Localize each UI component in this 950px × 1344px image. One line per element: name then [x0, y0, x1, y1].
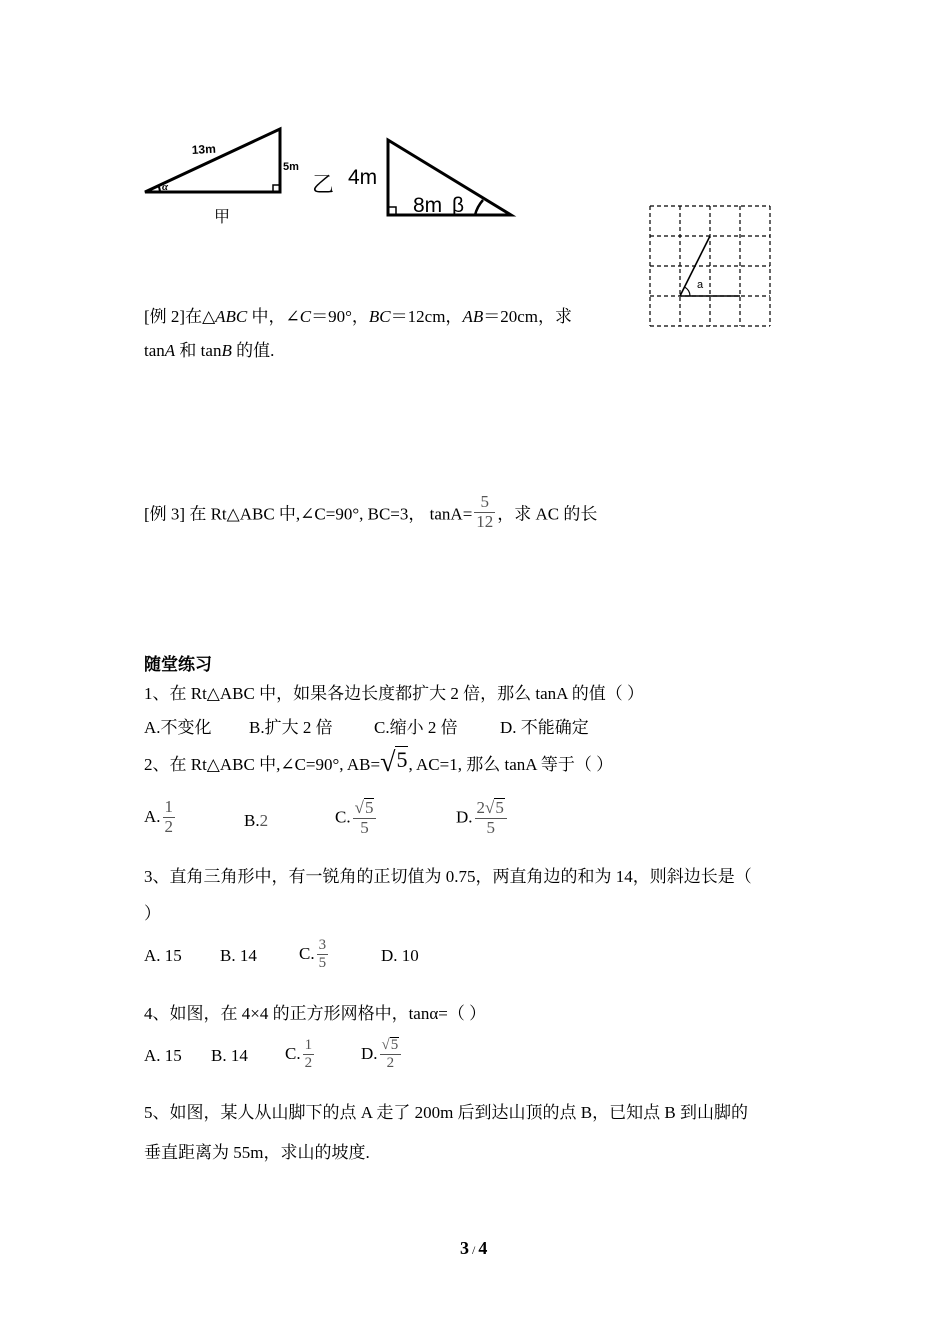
question-2-sqrt: √5 — [380, 747, 408, 778]
grid-lines — [650, 206, 770, 326]
question-1-option-d: D. 不能确定 — [500, 718, 589, 737]
question-1-option-c: C.缩小 2 倍 — [374, 718, 458, 737]
question-3-line-2: ） — [144, 904, 161, 923]
triangle-jia-caption: 甲 — [214, 207, 231, 226]
triangle-jia-hyp-label: 13m — [191, 141, 217, 157]
grid-angle-label: a — [697, 279, 704, 291]
triangle-yi-angle-label: β — [452, 194, 465, 217]
question-4-option-d: D. $\frac{√5}{2}$ — [361, 1037, 403, 1071]
question-2-option-d: D. $\frac{2√5}{5}$ — [456, 798, 509, 837]
question-4-option-b: B. 14 — [211, 1046, 248, 1065]
question-1-option-a: A.不变化 — [144, 718, 212, 737]
question-3-option-b: B. 14 — [220, 946, 257, 965]
question-2-option-c: C. $\frac{√5}{5}$ — [335, 798, 378, 837]
example-3-fraction: $\frac{5}{12}$ — [476, 492, 494, 531]
example-3-text-after: ，求 AC 的长 — [497, 504, 598, 524]
triangle-yi-vert-label: 4m — [348, 166, 378, 189]
practice-title: 随堂练习 — [144, 655, 212, 674]
example-3-text-before: [例 3] 在 Rt△ABC 中,∠C=90°, BC=3， tanA= — [144, 504, 473, 524]
question-5-line-2: 垂直距离为 55m，求山的坡度. — [144, 1143, 370, 1162]
question-3-option-c: C. $\frac{3}{5}$ — [299, 937, 327, 971]
question-3-option-a: A. 15 — [144, 946, 182, 965]
grid-angle-arc — [685, 287, 691, 296]
triangle-yi-caption: 乙 — [312, 173, 335, 198]
triangle-yi-angle-arc — [475, 200, 483, 215]
question-2-option-a: A. $\frac{1}{2}$ — [144, 797, 174, 836]
question-4-option-a: A. 15 — [144, 1046, 182, 1065]
grid-figure — [646, 202, 776, 330]
triangle-jia-figure — [140, 118, 310, 228]
question-3-option-d: D. 10 — [381, 946, 419, 965]
triangle-yi-horiz-label: 8m — [413, 194, 443, 217]
question-1: 1、在 Rt△ABC 中，如果各边长度都扩大 2 倍，那么 tanA 的值（ ） — [144, 684, 644, 703]
example-2-line-2: tanA 和 tanB 的值. — [144, 341, 275, 360]
question-2-option-b: B.2 — [244, 811, 269, 830]
example-2-line-1: [例 2]在△ABC 中，∠C＝90°，BC＝12cm，AB＝20cm，求 — [144, 307, 572, 326]
triangle-yi-figure — [345, 132, 520, 222]
question-5-line-1: 5、如图，某人从山脚下的点 A 走了 200m 后到达山顶的点 B，已知点 B 到山脚的 — [144, 1103, 748, 1122]
example-3 — [144, 493, 597, 531]
triangle-yi-shape — [388, 140, 511, 215]
triangle-jia-angle-label: α — [162, 181, 169, 193]
triangle-jia-leg-label: 5m — [283, 161, 299, 173]
question-3-line-1: 3、直角三角形中，有一锐角的正切值为 0.75，两直角边的和为 14，则斜边长是（ — [144, 867, 752, 886]
page-number: 3 / 4 — [460, 1238, 488, 1258]
question-1-option-b: B.扩大 2 倍 — [249, 718, 333, 737]
question-4-option-c: C. $\frac{1}{2}$ — [285, 1037, 313, 1071]
question-2: 2、在 Rt△ABC 中,∠C=90°, AB=√5, AC=1, 那么 tanA 等于（ ） — [144, 747, 614, 778]
question-4: 4、如图，在 4×4 的正方形网格中，tanα=（ ） — [144, 1004, 487, 1023]
